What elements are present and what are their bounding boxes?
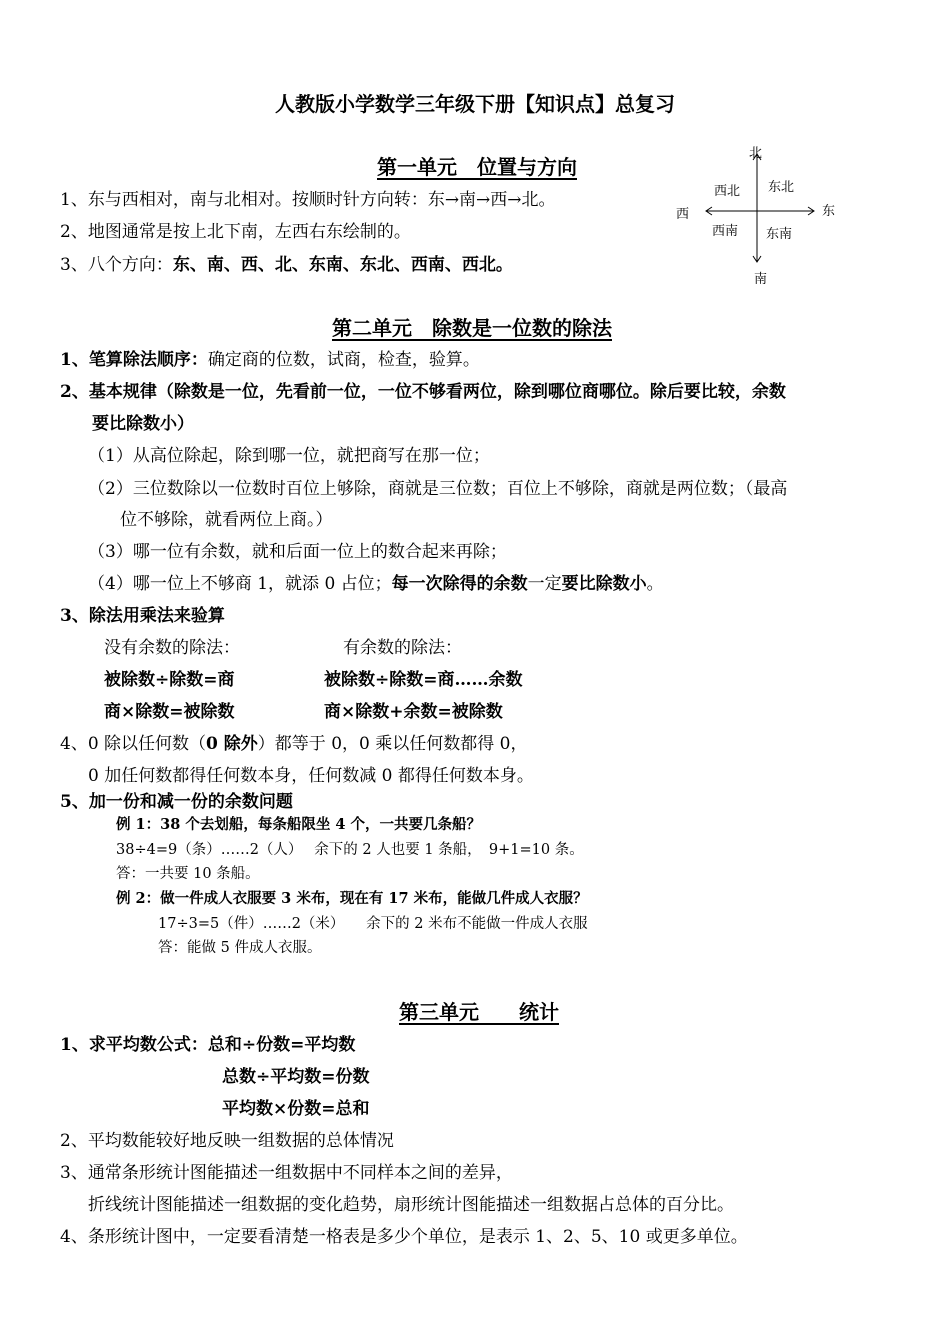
formula-division: 被除数÷除数=商 <box>104 670 235 690</box>
unit1-item-2: 2、地图通常是按上北下南，左西右东绘制的。 <box>60 222 411 242</box>
rule-4 <box>88 569 664 594</box>
rule-2-line2: 位不够除，就看两位上商。） <box>120 510 333 530</box>
unit2-item-5: 5、加一份和减一份的余数问题 <box>60 792 293 812</box>
example-2-calculation: 17÷3=5（件）……2（米） 余下的 2 米布不能做一件成人衣服 <box>158 916 588 932</box>
unit3-item-3-line2: 折线统计图能描述一组数据的变化趋势，扇形统计图能描述一组数据占总体的百分比。 <box>88 1195 734 1215</box>
compass-southeast: 东南 <box>766 227 793 242</box>
compass-south: 南 <box>754 272 768 287</box>
rule-2-line1: （2）三位数除以一位数时百位上够除，商就是三位数；百位上不够除，商就是两位数；（最高 <box>88 479 788 499</box>
unit1-item-3-directions: 东、南、西、北、东南、东北、西南、西北。 <box>172 255 513 275</box>
compass-northeast: 东北 <box>768 180 795 195</box>
unit2-item-2-line1: 2、基本规律（除数是一位，先看前一位，一位不够看两位，除到哪位商哪位。除后要比较，余数 <box>60 382 786 402</box>
unit2-item-4-c: ）都等于 0，0 乘以任何数都得 0， <box>257 734 528 754</box>
compass-east: 东 <box>822 204 836 219</box>
remainder-label: 有余数的除法： <box>343 638 462 658</box>
formula-check: 商×除数=被除数 <box>104 702 235 722</box>
unit2-item-4-line2: 0 加任何数都得任何数本身，任何数减 0 都得任何数本身。 <box>88 766 534 786</box>
unit1-item-3 <box>60 250 513 275</box>
average-formula-3: 平均数×份数=总和 <box>222 1099 370 1119</box>
unit2-heading: 第二单元 除数是一位数的除法 <box>332 316 612 340</box>
unit1-item-3-prefix: 3、八个方向： <box>60 255 173 275</box>
unit2-item-4-a: 4、0 除以任何数（ <box>60 734 207 754</box>
unit1-heading: 第一单元 位置与方向 <box>377 155 577 179</box>
example-1-calculation: 38÷4=9（条）……2（人） 余下的 2 人也要 1 条船， 9+1=10 条。 <box>116 842 584 858</box>
rule-4-d: 要比除数小 <box>561 574 647 594</box>
rule-3: （3）哪一位有余数，就和后面一位上的数合起来再除； <box>88 542 507 562</box>
example-2-question: 例 2：做一件成人衣服要 3 米布，现在有 17 米布，能做几件成人衣服？ <box>116 890 588 907</box>
unit2-item-1-label: 1、笔算除法顺序： <box>60 350 208 370</box>
rule-1: （1）从高位除起，除到哪一位，就把商写在那一位； <box>88 446 490 466</box>
no-remainder-label: 没有余数的除法： <box>104 638 240 658</box>
unit2-item-4-line1 <box>60 729 527 754</box>
unit3-item-3-line1: 3、通常条形统计图能描述一组数据中不同样本之间的差异， <box>60 1163 513 1183</box>
unit3-item-1: 1、求平均数公式：总和÷份数=平均数 <box>60 1035 356 1055</box>
unit2-item-4-b: 0 除外 <box>206 734 258 754</box>
unit3-heading: 第三单元 统计 <box>399 1000 559 1024</box>
unit2-item-1-text: 确定商的位数，试商，检查，验算。 <box>207 350 480 370</box>
formula-check-remainder: 商×除数+余数=被除数 <box>324 702 503 722</box>
example-2-answer: 答：能做 5 件成人衣服。 <box>158 940 322 956</box>
compass-diagram <box>672 142 852 287</box>
unit3-item-2: 2、平均数能较好地反映一组数据的总体情况 <box>60 1131 394 1151</box>
unit1-item-1: 1、东与西相对，南与北相对。按顺时针方向转：东→南→西→北。 <box>60 190 556 210</box>
example-1-answer: 答：一共要 10 条船。 <box>116 866 260 882</box>
compass-north: 北 <box>749 146 763 161</box>
average-formula-2: 总数÷平均数=份数 <box>222 1067 370 1087</box>
formula-division-remainder: 被除数÷除数=商……余数 <box>324 670 523 690</box>
unit2-item-1 <box>60 345 480 370</box>
example-1-question: 例 1：38 个去划船，每条船限坐 4 个，一共要几条船？ <box>116 816 482 833</box>
compass-west: 西 <box>676 207 690 222</box>
rule-4-e: 。 <box>646 574 664 594</box>
rule-4-a: （4）哪一位上不够商 1，就添 0 占位； <box>88 574 392 594</box>
rule-4-b: 每一次除得的余数 <box>391 574 528 594</box>
compass-southwest: 西南 <box>712 224 739 239</box>
page-title: 人教版小学数学三年级下册【知识点】总复习 <box>275 92 675 116</box>
unit2-item-3: 3、除法用乘法来验算 <box>60 606 225 626</box>
rule-4-c: 一定 <box>527 574 562 594</box>
unit2-item-2-line2: 要比除数小） <box>92 414 194 434</box>
compass-northwest: 西北 <box>714 184 741 199</box>
unit3-item-4: 4、条形统计图中，一定要看清楚一格表是多少个单位，是表示 1、2、5、10 或更多单位。 <box>60 1227 748 1247</box>
